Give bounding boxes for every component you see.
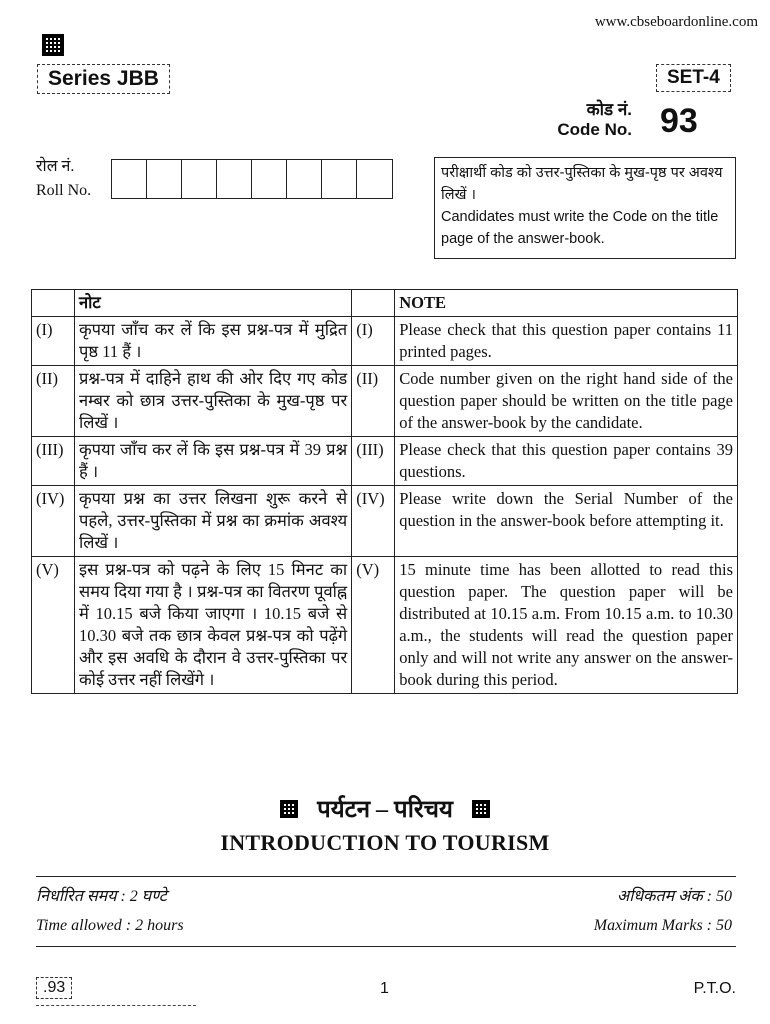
notes-header-row <box>32 290 738 317</box>
row-num-en: (IV) <box>352 486 395 557</box>
row-num-hi: (IV) <box>32 486 75 557</box>
table-row <box>32 486 738 557</box>
roll-number-boxes[interactable] <box>111 159 393 199</box>
set-label: SET-4 <box>656 64 731 92</box>
code-label-hi: कोड नं. <box>586 100 632 119</box>
page-number: 1 <box>380 980 389 997</box>
code-notice-box <box>434 157 736 259</box>
table-row <box>32 317 738 366</box>
qr-code-icon <box>472 800 490 818</box>
note-hi: कृपया जाँच कर लें कि इस प्रश्न-पत्र में मुद्रित पृष्ठ 11 हैं । <box>75 317 352 366</box>
roll-box[interactable] <box>287 160 322 198</box>
roll-box[interactable] <box>217 160 252 198</box>
row-num-hi: (II) <box>32 366 75 437</box>
notice-en: Candidates must write the Code on the title page of the answer-book. <box>441 209 719 247</box>
notes-table <box>31 289 738 694</box>
subject-title-block <box>0 792 770 825</box>
roll-box[interactable] <box>322 160 357 198</box>
row-num-hi: (I) <box>32 317 75 366</box>
roll-box[interactable] <box>182 160 217 198</box>
roll-box[interactable] <box>357 160 392 198</box>
row-num-en: (II) <box>352 366 395 437</box>
row-num-hi: (V) <box>32 557 75 694</box>
note-en: Please check that this question paper contains 39 questions. <box>395 437 738 486</box>
notes-header-hi: नोट <box>75 290 352 317</box>
qr-code-icon <box>280 800 298 818</box>
pto-label: P.T.O. <box>693 980 736 997</box>
subject-title-en: INTRODUCTION TO TOURISM <box>220 830 550 855</box>
time-allowed-en: Time allowed : 2 hours <box>36 917 184 934</box>
table-row <box>32 437 738 486</box>
row-num-en: (III) <box>352 437 395 486</box>
code-number: 93 <box>660 102 698 140</box>
divider <box>36 876 736 877</box>
footer-rule <box>36 1005 196 1007</box>
divider <box>36 946 736 947</box>
footer-code: .93 <box>36 977 72 999</box>
note-en: 15 minute time has been allotted to read this question paper. The question paper will be distributed at 10.15 a.m. From 10.15 a.m. to 10.30 a.m., the students will read the question paper only and will not write any answer on the answer-book during this period. <box>395 557 738 694</box>
note-hi: कृपया प्रश्न का उत्तर लिखना शुरू करने से पहले, उत्तर-पुस्तिका में प्रश्न का क्रमांक अवश्य लिखें । <box>75 486 352 557</box>
notice-hi: परीक्षार्थी कोड को उत्तर-पुस्तिका के मुख-पृष्ठ पर अवश्य लिखें । <box>441 165 723 203</box>
max-marks-en: Maximum Marks : 50 <box>593 917 732 934</box>
note-hi: प्रश्न-पत्र में दाहिने हाथ की ओर दिए गए कोड नम्बर को छात्र उत्तर-पुस्तिका के मुख-पृष्ठ पर लिखें । <box>75 366 352 437</box>
note-en: Please write down the Serial Number of the question in the answer-book before attempting it. <box>395 486 738 557</box>
code-label <box>540 100 632 140</box>
note-hi: कृपया जाँच कर लें कि इस प्रश्न-पत्र में 39 प्रश्न हैं । <box>75 437 352 486</box>
table-row <box>32 366 738 437</box>
website-url: www.cbseboardonline.com <box>594 14 758 30</box>
note-hi: इस प्रश्न-पत्र को पढ़ने के लिए 15 मिनट का समय दिया गया है । प्रश्न-पत्र का वितरण पूर्वाह्न में 10.15 बजे किया जाएगा । 10.15 बजे से 10.30 बजे तक छात्र केवल प्रश्न-पत्र को पढ़ेंगे और इस अवधि के दौरान वे उत्तर-पुस्तिका पर कोई उत्तर नहीं लिखेंगे । <box>75 557 352 694</box>
time-allowed-hi: निर्धारित समय : 2 घण्टे <box>36 888 167 905</box>
notes-header-en: NOTE <box>395 290 738 317</box>
table-row <box>32 557 738 694</box>
series-label: Series JBB <box>37 64 170 94</box>
subject-title-hi: पर्यटन – परिचय <box>317 797 453 823</box>
note-en: Please check that this question paper contains 11 printed pages. <box>395 317 738 366</box>
roll-label-hi: रोल नं. <box>36 158 75 175</box>
roll-label <box>36 155 91 203</box>
row-num-en: (V) <box>352 557 395 694</box>
code-label-en: Code No. <box>557 120 632 139</box>
roll-box[interactable] <box>252 160 287 198</box>
roll-box[interactable] <box>147 160 182 198</box>
roll-box[interactable] <box>112 160 147 198</box>
note-en: Code number given on the right hand side of the question paper should be written on the title page of the answer-book by the candidate. <box>395 366 738 437</box>
max-marks-hi: अधिकतम अंक : 50 <box>616 888 732 905</box>
roll-label-en: Roll No. <box>36 182 92 199</box>
qr-code-icon <box>42 34 64 56</box>
row-num-en: (I) <box>352 317 395 366</box>
row-num-hi: (III) <box>32 437 75 486</box>
